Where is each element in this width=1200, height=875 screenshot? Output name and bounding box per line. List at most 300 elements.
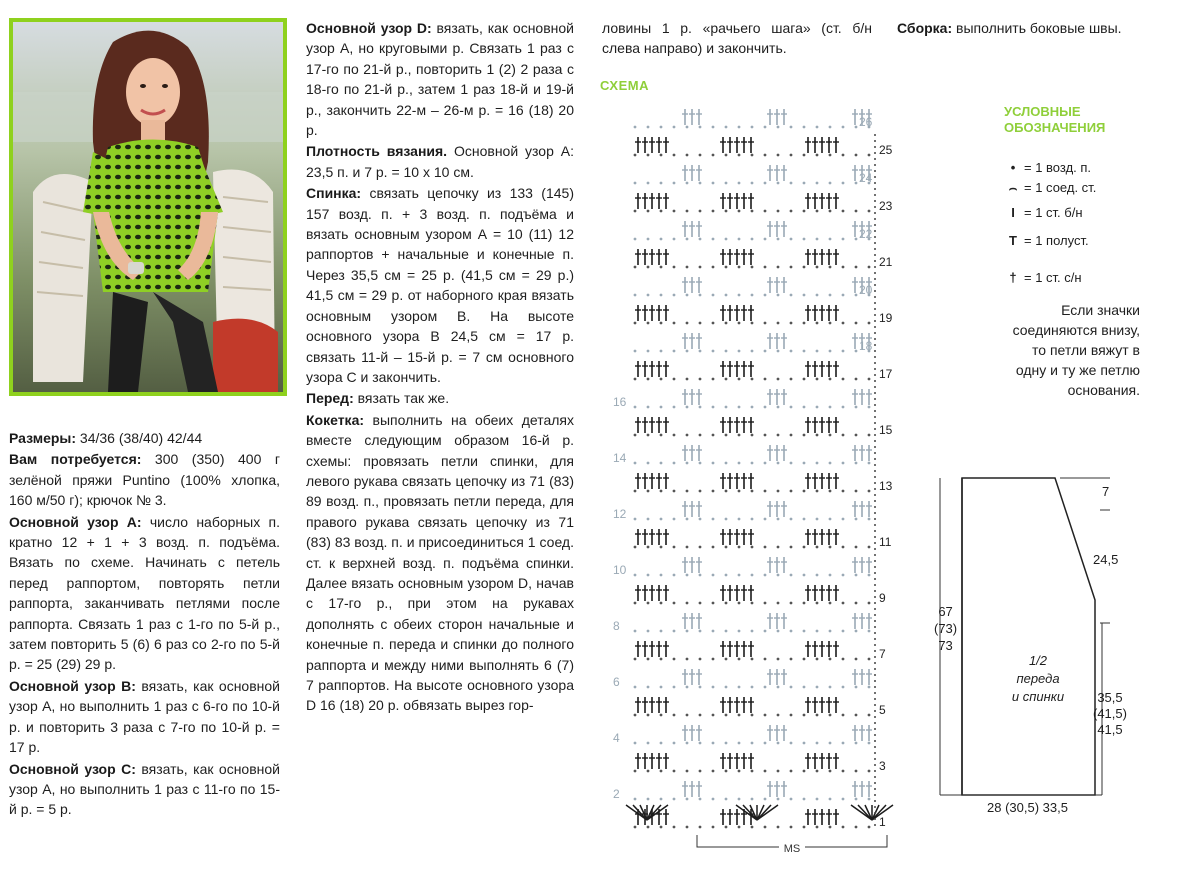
slip-stitch-icon: ⌢ xyxy=(1008,180,1018,195)
chain-symbol xyxy=(660,406,663,409)
chain-symbol xyxy=(777,770,780,773)
chain-symbol xyxy=(764,462,767,465)
dc-symbol xyxy=(682,165,688,181)
dc-symbol xyxy=(635,137,641,153)
chain-symbol xyxy=(738,266,741,269)
chain-symbol xyxy=(764,630,767,633)
chain-symbol xyxy=(686,770,689,773)
row-number-right: 7 xyxy=(879,647,886,661)
paragraph-front: Перед: вязать так же. xyxy=(306,390,450,407)
chain-symbol xyxy=(738,826,741,829)
chain-symbol xyxy=(842,770,845,773)
chain-symbol xyxy=(764,350,767,353)
dc-symbol xyxy=(741,361,747,377)
dc-symbol xyxy=(781,557,787,573)
chain-symbol xyxy=(855,490,858,493)
chain-symbol xyxy=(725,518,728,521)
chain-symbol xyxy=(816,630,819,633)
dc-symbol xyxy=(656,641,662,657)
chain-symbol xyxy=(816,742,819,745)
chain-symbol xyxy=(751,826,754,829)
chain-symbol xyxy=(712,546,715,549)
chain-symbol xyxy=(660,770,663,773)
chain-symbol xyxy=(764,490,767,493)
chain-symbol xyxy=(803,826,806,829)
dc-symbol xyxy=(682,557,688,573)
chain-symbol xyxy=(647,658,650,661)
dc-symbol xyxy=(833,697,839,713)
dc-symbol xyxy=(689,109,695,125)
chain-symbol xyxy=(686,714,689,717)
dc-symbol xyxy=(781,613,787,629)
dc-symbol xyxy=(727,753,733,769)
chain-symbol xyxy=(803,210,806,213)
dc-symbol xyxy=(727,137,733,153)
dc-symbol xyxy=(642,585,648,601)
chain-symbol xyxy=(751,462,754,465)
chain-symbol xyxy=(855,826,858,829)
dc-symbol xyxy=(689,613,695,629)
row-number-right: 13 xyxy=(879,479,893,493)
chain-symbol xyxy=(790,546,793,549)
dc-symbol xyxy=(812,529,818,545)
dc-symbol xyxy=(767,277,773,293)
dc-symbol xyxy=(819,697,825,713)
chain-symbol xyxy=(855,126,858,129)
paragraph-yoke: Кокетка: выполнить на обеих деталях вместе следующим образом 16-й р. схемы: провязать петли спинки, для левого рукава связать цепочку из 71 (83) 89 возд. п., провязать петли переда, для правого рукава связать цепочку из 71 (83) 83 возд. п. и присоединиться 1 соед. ст. к верхней возд. п. подъёма спинки. Далее вязать основным узором D, начав с 17-го р., при этом на рукавах дополнять с обеих сторон начальные и конечные п. переда и спинки до полного раппорта и между ними выполнять 6 (7) 7 раппортов. На высоте основного узора D 16 (18) 20 р. обвязать вырез гор- xyxy=(306,411,574,714)
chain-symbol xyxy=(751,602,754,605)
dc-symbol xyxy=(819,305,825,321)
chain-symbol xyxy=(829,714,832,717)
chain-symbol xyxy=(816,574,819,577)
chain-symbol xyxy=(777,126,780,129)
chain-symbol xyxy=(829,602,832,605)
chain-symbol xyxy=(764,434,767,437)
chain-symbol xyxy=(790,658,793,661)
chain-symbol xyxy=(842,406,845,409)
chain-symbol xyxy=(751,350,754,353)
dc-symbol xyxy=(656,585,662,601)
chain-symbol xyxy=(764,182,767,185)
row-number-left: 8 xyxy=(613,619,620,633)
dc-symbol xyxy=(819,753,825,769)
chain-symbol xyxy=(803,350,806,353)
dc-symbol xyxy=(859,501,865,517)
dc-symbol xyxy=(734,361,740,377)
dc-symbol xyxy=(805,473,811,489)
chain-symbol xyxy=(790,126,793,129)
chain-symbol xyxy=(712,742,715,745)
chain-symbol xyxy=(647,490,650,493)
chain-symbol xyxy=(686,742,689,745)
chain-symbol xyxy=(790,322,793,325)
dc-symbol xyxy=(774,445,780,461)
dc-symbol xyxy=(656,249,662,265)
dc-symbol xyxy=(682,109,688,125)
dc-symbol xyxy=(696,781,702,797)
chain-symbol xyxy=(790,378,793,381)
chain-symbol xyxy=(673,322,676,325)
dc-symbol xyxy=(642,305,648,321)
chain-symbol xyxy=(647,630,650,633)
dc-symbol xyxy=(649,305,655,321)
dc-symbol xyxy=(767,669,773,685)
dc-symbol xyxy=(826,809,832,825)
chain-symbol xyxy=(660,602,663,605)
chain-symbol xyxy=(803,378,806,381)
dc-symbol xyxy=(741,249,747,265)
chain-symbol xyxy=(712,350,715,353)
dc-symbol xyxy=(642,249,648,265)
chain-symbol xyxy=(712,322,715,325)
paragraph-pattern-a: Основной узор А: число наборных п. кратно 12 + 1 + 3 возд. п. подъёма. Вязать по схеме. Начинать с петель перед раппортом, повторять петли раппорта, заканчивать петлями после раппорта. Связать 1 раз с 1-го по 5-й р., затем повторить 5 (6) 6 раз со 2-го по 5-й р. = 25 (29) 29 р. xyxy=(9,513,280,673)
dc-symbol xyxy=(812,361,818,377)
dc-symbol xyxy=(741,529,747,545)
chain-symbol xyxy=(816,826,819,829)
chain-symbol xyxy=(790,770,793,773)
legend-item-slip: ⌢ = 1 соед. ст. xyxy=(1002,180,1096,196)
dc-symbol xyxy=(748,137,754,153)
chain-symbol xyxy=(790,714,793,717)
chain-symbol xyxy=(816,462,819,465)
dc-symbol xyxy=(649,137,655,153)
dc-symbol xyxy=(689,501,695,517)
dc-symbol xyxy=(689,725,695,741)
dc-symbol xyxy=(826,137,832,153)
chain-symbol xyxy=(842,630,845,633)
chain-symbol xyxy=(673,238,676,241)
chain-symbol xyxy=(634,490,637,493)
row-number-right: 5 xyxy=(879,703,886,717)
chain-symbol xyxy=(803,406,806,409)
paragraph-gauge: Плотность вязания. Основной узор А: 23,5 п. и 7 р. = 10 х 10 см. xyxy=(306,143,574,180)
legend-item-chain: • = 1 возд. п. xyxy=(1002,160,1091,175)
dc-symbol xyxy=(748,193,754,209)
schema-title: СХЕМА xyxy=(600,78,649,93)
chain-symbol xyxy=(712,798,715,801)
chain-symbol xyxy=(647,322,650,325)
chain-symbol xyxy=(868,462,871,465)
dc-symbol xyxy=(852,221,858,237)
chain-symbol xyxy=(764,686,767,689)
chain-symbol xyxy=(790,742,793,745)
chain-symbol xyxy=(829,126,832,129)
chain-symbol xyxy=(725,546,728,549)
chain-symbol xyxy=(816,406,819,409)
chain-symbol xyxy=(725,322,728,325)
dc-symbol xyxy=(866,669,872,685)
chain-symbol xyxy=(868,714,871,717)
dc-symbol xyxy=(833,809,839,825)
chain-symbol xyxy=(712,574,715,577)
dc-symbol xyxy=(720,585,726,601)
dc-symbol xyxy=(727,809,733,825)
legend-item-sc: I = 1 ст. б/н xyxy=(1002,205,1083,220)
dc-symbol xyxy=(649,585,655,601)
dc-symbol xyxy=(689,781,695,797)
dc-symbol xyxy=(635,641,641,657)
dc-symbol xyxy=(720,361,726,377)
dc-symbol xyxy=(852,333,858,349)
dc-symbol xyxy=(781,501,787,517)
dc-symbol xyxy=(833,305,839,321)
chain-symbol xyxy=(634,686,637,689)
chain-symbol xyxy=(764,714,767,717)
chain-symbol xyxy=(777,630,780,633)
dc-symbol xyxy=(663,641,669,657)
dc-symbol xyxy=(819,529,825,545)
chain-symbol xyxy=(868,826,871,829)
chain-symbol xyxy=(673,210,676,213)
chain-symbol xyxy=(673,406,676,409)
chain-symbol xyxy=(712,686,715,689)
chain-symbol xyxy=(660,798,663,801)
chain-icon: • xyxy=(1010,160,1016,175)
chain-symbol xyxy=(751,630,754,633)
dc-symbol xyxy=(727,473,733,489)
dc-symbol xyxy=(656,697,662,713)
dc-symbol xyxy=(649,249,655,265)
chain-symbol xyxy=(660,462,663,465)
dc-symbol xyxy=(741,641,747,657)
chain-symbol xyxy=(777,518,780,521)
chain-symbol xyxy=(803,434,806,437)
chain-symbol xyxy=(751,574,754,577)
chain-symbol xyxy=(634,546,637,549)
dc-symbol xyxy=(819,809,825,825)
dc-symbol xyxy=(734,809,740,825)
chain-symbol xyxy=(712,714,715,717)
chain-symbol xyxy=(699,714,702,717)
chain-symbol xyxy=(647,266,650,269)
dc-symbol xyxy=(852,165,858,181)
dc-symbol xyxy=(696,333,702,349)
chain-symbol xyxy=(699,490,702,493)
dc-symbol xyxy=(812,473,818,489)
dc-symbol xyxy=(812,305,818,321)
row-number-left: 16 xyxy=(613,395,627,409)
chain-symbol xyxy=(816,266,819,269)
chain-symbol xyxy=(725,294,728,297)
dc-symbol xyxy=(781,389,787,405)
chain-symbol xyxy=(842,798,845,801)
crochet-chart xyxy=(597,95,977,865)
chain-symbol xyxy=(777,546,780,549)
dc-symbol xyxy=(642,753,648,769)
chain-symbol xyxy=(634,742,637,745)
chain-symbol xyxy=(673,826,676,829)
dc-symbol xyxy=(805,193,811,209)
chain-symbol xyxy=(842,434,845,437)
chain-symbol xyxy=(712,154,715,157)
chain-symbol xyxy=(868,602,871,605)
pattern-label-height: 67 (73) 73 xyxy=(934,604,958,653)
dc-symbol xyxy=(689,333,695,349)
paragraph-neckline: ловины 1 р. «рачьего шага» (ст. б/н слева направо) и закончить. xyxy=(602,20,872,57)
dc-symbol xyxy=(805,753,811,769)
dc-symbol xyxy=(682,389,688,405)
dc-symbol xyxy=(696,725,702,741)
chain-symbol xyxy=(855,714,858,717)
pattern-label-bottom: 28 (30,5) 33,5 xyxy=(987,800,1068,815)
dc-symbol xyxy=(741,137,747,153)
chain-symbol xyxy=(686,294,689,297)
chain-symbol xyxy=(647,518,650,521)
chain-symbol xyxy=(660,294,663,297)
chain-symbol xyxy=(855,658,858,661)
dc-symbol xyxy=(833,417,839,433)
chain-symbol xyxy=(855,686,858,689)
chain-symbol xyxy=(803,714,806,717)
chain-symbol xyxy=(855,350,858,353)
dc-symbol xyxy=(720,641,726,657)
chain-symbol xyxy=(725,238,728,241)
dc-symbol xyxy=(767,165,773,181)
dc-symbol xyxy=(826,193,832,209)
chain-symbol xyxy=(790,686,793,689)
chain-symbol xyxy=(673,798,676,801)
dc-symbol xyxy=(774,613,780,629)
chain-symbol xyxy=(777,210,780,213)
chain-symbol xyxy=(790,462,793,465)
chain-symbol xyxy=(634,770,637,773)
dc-symbol xyxy=(819,585,825,601)
paragraph-pattern-b: Основной узор В: вязать, как основной узор А, но выполнить 1 раз с 6-го по 10-й р. и повторить 3 раза с 7-го по 10-й р. = 17 р. xyxy=(9,677,280,756)
dc-symbol xyxy=(781,669,787,685)
chain-symbol xyxy=(855,546,858,549)
chain-symbol xyxy=(634,266,637,269)
chain-symbol xyxy=(634,238,637,241)
chain-symbol xyxy=(777,434,780,437)
chain-symbol xyxy=(660,742,663,745)
chain-symbol xyxy=(725,770,728,773)
chain-symbol xyxy=(725,182,728,185)
chain-symbol xyxy=(751,546,754,549)
chain-symbol xyxy=(634,462,637,465)
chain-symbol xyxy=(725,378,728,381)
dc-symbol xyxy=(642,361,648,377)
chain-symbol xyxy=(673,546,676,549)
dc-symbol xyxy=(812,697,818,713)
chain-symbol xyxy=(790,602,793,605)
chain-symbol xyxy=(803,602,806,605)
chain-symbol xyxy=(699,462,702,465)
dc-symbol xyxy=(635,697,641,713)
dc-symbol xyxy=(748,473,754,489)
dc-symbol xyxy=(689,557,695,573)
dc-symbol xyxy=(852,445,858,461)
dc-symbol xyxy=(812,137,818,153)
dc-symbol xyxy=(859,389,865,405)
dc-symbol xyxy=(734,473,740,489)
dc-symbol xyxy=(649,641,655,657)
chain-symbol xyxy=(738,154,741,157)
chain-symbol xyxy=(868,322,871,325)
chain-symbol xyxy=(686,238,689,241)
chain-symbol xyxy=(855,462,858,465)
chain-symbol xyxy=(647,770,650,773)
chain-symbol xyxy=(790,518,793,521)
chain-symbol xyxy=(686,602,689,605)
dc-symbol xyxy=(826,753,832,769)
chain-symbol xyxy=(712,294,715,297)
dc-symbol xyxy=(748,753,754,769)
dc-symbol xyxy=(696,613,702,629)
chain-symbol xyxy=(751,434,754,437)
chain-symbol xyxy=(777,266,780,269)
chain-symbol xyxy=(738,602,741,605)
chain-symbol xyxy=(803,658,806,661)
chain-symbol xyxy=(829,462,832,465)
chain-symbol xyxy=(673,742,676,745)
chain-symbol xyxy=(868,546,871,549)
chain-symbol xyxy=(816,518,819,521)
chain-symbol xyxy=(855,574,858,577)
chain-symbol xyxy=(751,322,754,325)
dc-symbol xyxy=(720,417,726,433)
chain-symbol xyxy=(751,714,754,717)
dc-symbol xyxy=(774,557,780,573)
dc-symbol xyxy=(734,249,740,265)
chain-symbol xyxy=(829,378,832,381)
dc-symbol xyxy=(649,361,655,377)
dc-symbol xyxy=(720,473,726,489)
ms-bracket xyxy=(697,835,887,855)
chain-symbol xyxy=(725,350,728,353)
chain-symbol xyxy=(868,742,871,745)
chain-symbol xyxy=(777,406,780,409)
chain-symbol xyxy=(777,686,780,689)
chain-symbol xyxy=(647,210,650,213)
chain-symbol xyxy=(790,574,793,577)
dc-symbol xyxy=(866,781,872,797)
chain-symbol xyxy=(842,350,845,353)
dc-symbol xyxy=(748,585,754,601)
chain-symbol xyxy=(712,630,715,633)
chain-symbol xyxy=(647,462,650,465)
chain-symbol xyxy=(790,182,793,185)
chain-symbol xyxy=(803,770,806,773)
dc-symbol xyxy=(748,529,754,545)
chain-symbol xyxy=(738,798,741,801)
dc-symbol xyxy=(833,585,839,601)
pattern-label-top: 7 xyxy=(1102,484,1110,499)
chain-symbol xyxy=(673,266,676,269)
dc-symbol xyxy=(826,529,832,545)
dc-symbol xyxy=(748,417,754,433)
dc-symbol xyxy=(781,165,787,181)
dc-symbol xyxy=(852,501,858,517)
chain-symbol xyxy=(829,406,832,409)
dc-symbol xyxy=(656,417,662,433)
chain-symbol xyxy=(816,238,819,241)
dc-symbol xyxy=(852,109,858,125)
dc-symbol xyxy=(852,725,858,741)
chain-symbol xyxy=(725,742,728,745)
chain-symbol xyxy=(764,154,767,157)
text-column-2 xyxy=(306,18,574,717)
dc-symbol xyxy=(696,501,702,517)
row-number-upper: 20 xyxy=(859,283,873,297)
chain-symbol xyxy=(803,154,806,157)
chain-symbol xyxy=(751,238,754,241)
chain-symbol xyxy=(686,546,689,549)
chain-symbol xyxy=(764,602,767,605)
paragraph-materials: Вам потребуется: 300 (350) 400 г зелёной пряжи Puntino (100% хлопка, 160 м/50 г); крючок № 3. xyxy=(9,451,280,509)
dc-symbol xyxy=(774,725,780,741)
chain-symbol xyxy=(725,630,728,633)
dc-symbol xyxy=(859,557,865,573)
